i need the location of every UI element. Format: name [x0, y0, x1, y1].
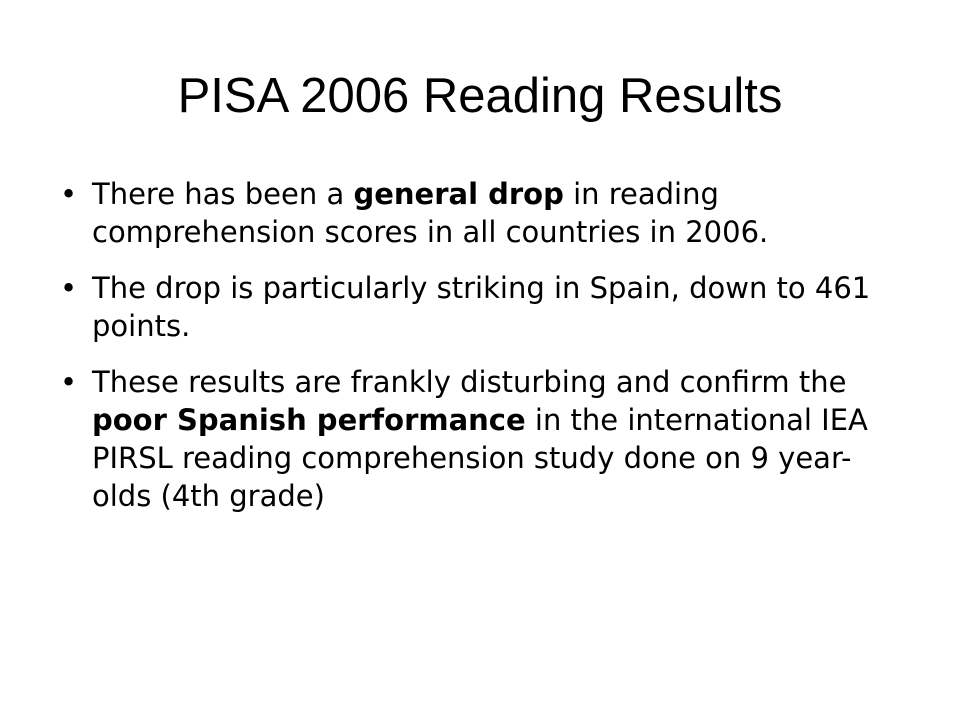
bullet-icon: •: [60, 365, 78, 399]
bullet-emphasis: poor Spanish performance: [92, 403, 526, 437]
bullet-text: The drop is particularly striking in Spain, down to 461 points.: [92, 271, 871, 343]
bullet-text-end: in the international IEA PIRSL reading comprehension study done on 9 year-olds (4th grade): [92, 403, 868, 513]
bullet-item-disturbing-results: [58, 363, 908, 515]
bullet-icon: •: [60, 177, 78, 211]
bullet-list: [58, 175, 908, 533]
bullet-item-general-drop: [58, 175, 908, 251]
bullet-icon: •: [60, 271, 78, 305]
bullet-text-start: There has been a: [92, 177, 354, 211]
bullet-text-end: in reading comprehension scores in all countries in 2006.: [92, 177, 769, 249]
bullet-item-spain-drop: [58, 269, 908, 345]
slide-title: PISA 2006 Reading Results: [177, 69, 783, 123]
bullet-emphasis: general drop: [353, 177, 564, 211]
bullet-text-start: These results are frankly disturbing and confirm the: [92, 365, 847, 399]
